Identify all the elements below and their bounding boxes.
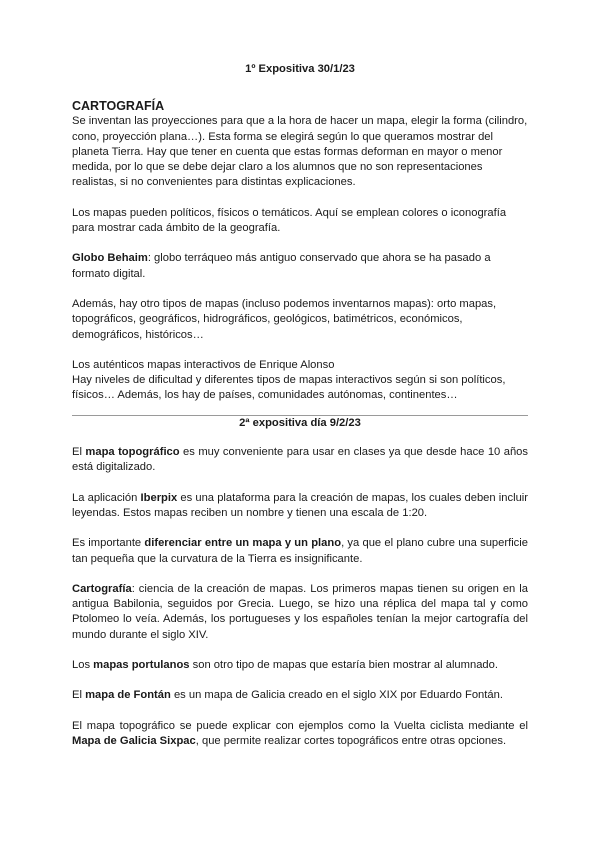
paragraph: [72, 658, 528, 673]
paragraph: Hay niveles de dificultad y diferentes tipos de mapas interactivos según si son políticos, físicos… Además, los hay de países, comunidades autónomas, continentes…: [72, 374, 506, 402]
bold-term: Iberpix: [140, 491, 178, 504]
paragraph: [72, 536, 528, 567]
bold-term: diferenciar entre un mapa y un plano: [144, 537, 342, 550]
paragraph-text: es una plataforma para la creación de mapas, los cuales deben incluir leyendas. Estos mapas reciben un nombre y tienen una escala de 1:20.: [72, 491, 528, 519]
paragraph-text: El: [72, 446, 86, 459]
bold-term: mapas portulanos: [93, 659, 190, 672]
section1-subtitle: CARTOGRAFÍA: [72, 99, 165, 114]
bold-term: Mapa de Galicia Sixpac: [72, 734, 196, 747]
section2-title: 2ª expositiva día 9/2/23: [239, 416, 361, 429]
paragraph-text: son otro tipo de mapas que estaría bien mostrar al alumnado.: [189, 659, 498, 672]
paragraph: Se inventan las proyecciones para que a la hora de hacer un mapa, elegir la forma (cilindro, cono, proyección plana…). Esta forma se elegirá según lo que queramos mostrar del planeta Tierra. Hay que tener en cuenta que estas formas deforman en mayor o menor medida, por lo que se debe dejar claro a los alumnos que no son representaciones realistas, si no convenientes para distintas explicaciones.: [72, 115, 528, 189]
paragraph-text: , ya que el plano cubre una superficie tan pequeña que la curvatura de la Tierra es insignificante.: [72, 537, 528, 565]
paragraph-text: : ciencia de la creación de mapas. Los primeros mapas tienen su origen en la antigua Babilonia, seguidos por Grecia. Luego, se hizo una réplica del mapa tal y como Ptolomeo lo veía. Además, los portugueses y los españoles tenían la mejor cartografía del mundo durante el siglo XIV.: [72, 582, 528, 641]
paragraph-text: El: [72, 689, 86, 702]
paragraph: [72, 491, 528, 522]
paragraph-text: Es importante: [72, 537, 145, 550]
paragraph-text: es muy conveniente para usar en clases ya que desde hace 10 años está digitalizado.: [72, 446, 528, 474]
paragraph: [72, 251, 528, 282]
paragraph: [72, 445, 528, 476]
paragraph-link-line: Los auténticos mapas interactivos de Enrique Alonso: [72, 358, 335, 371]
paragraph: [72, 582, 528, 643]
paragraph: [72, 688, 528, 703]
paragraph-text: : globo terráqueo más antiguo conservado que ahora se ha pasado a formato digital.: [72, 252, 491, 280]
bold-term: mapa topográfico: [85, 446, 180, 459]
paragraph-text: La aplicación: [72, 491, 141, 504]
paragraph: Los mapas pueden políticos, físicos o temáticos. Aquí se emplean colores o iconografía para mostrar cada ámbito de la geografía.: [72, 206, 507, 235]
paragraph-text: es un mapa de Galicia creado en el siglo XIX por Eduardo Fontán.: [170, 689, 503, 702]
section1-title: 1º Expositiva 30/1/23: [245, 63, 355, 75]
paragraph-text: , que permite realizar cortes topográficos entre otras opciones.: [195, 734, 507, 747]
paragraph: [72, 719, 528, 750]
document-content: [72, 62, 528, 749]
bold-term: Globo Behaim: [72, 252, 148, 265]
paragraph: Además, hay otro tipos de mapas (incluso podemos inventarnos mapas): orto mapas, topográficos, geográficos, hidrográficos, geológicos, batimétricos, económicos, demográficos, históricos…: [72, 297, 497, 341]
bold-term: mapa de Fontán: [85, 689, 171, 702]
paragraph-text: El mapa topográfico se puede explicar con ejemplos como la Vuelta ciclista mediante el: [72, 719, 528, 732]
paragraph-text: Los: [72, 659, 94, 672]
bold-term: Cartografía: [72, 582, 132, 595]
